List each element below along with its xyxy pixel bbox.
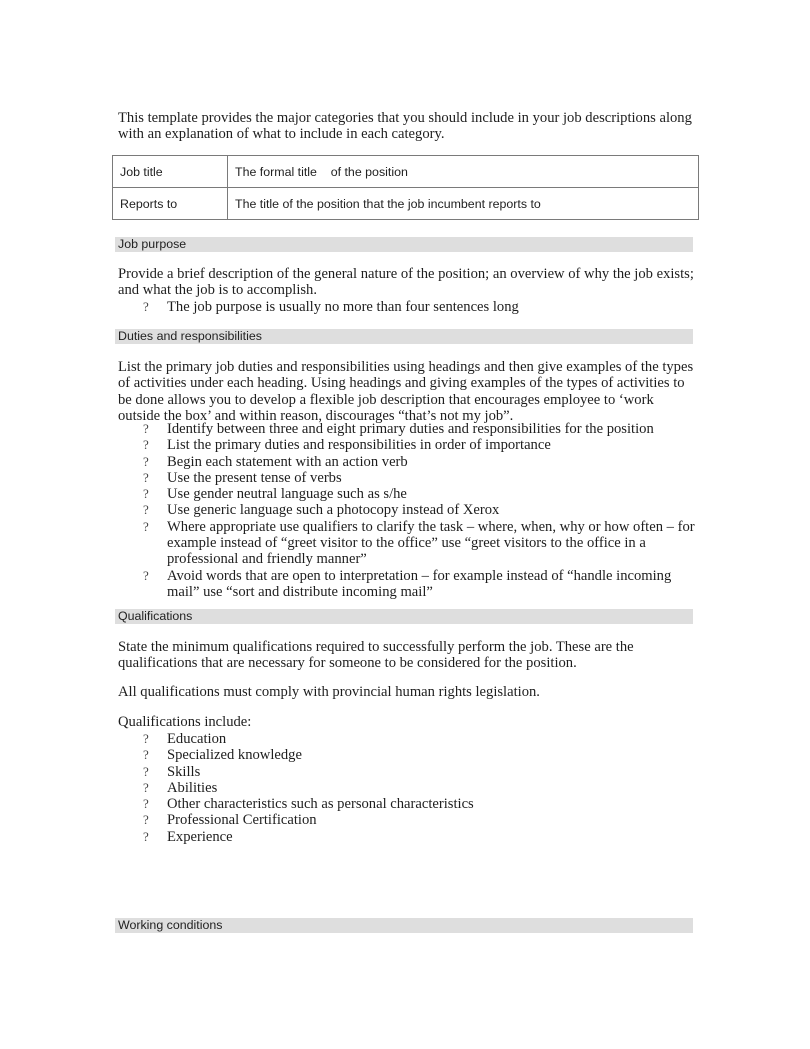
- table-value-reports-to: The title of the position that the job incumbent reports to: [228, 188, 699, 220]
- bullet-marker-icon: ?: [143, 567, 149, 583]
- list-item: ? Experience: [143, 828, 233, 845]
- bullet-marker-icon: ?: [143, 812, 149, 828]
- duties-bullet-list: [118, 421, 698, 600]
- job-info-table: [112, 155, 699, 220]
- list-item: ? Where appropriate use qualifiers to clarify the task – where, when, why or how often – for example instead of “greet visitor to the office” use “greet visitors to the office in a professional and friendly manner”: [143, 518, 695, 568]
- bullet-marker-icon: ?: [143, 486, 149, 502]
- duties-paragraph: List the primary job duties and responsibilities using headings and then give examples of the types of activities under each heading. Using headings and giving examples of the types of activities to be done allows you to develop a flexible job description that encourages employee to ‘work outside the box’ and within reason, discourages “that’s not my job”.: [118, 359, 694, 424]
- list-item: ? Specialized knowledge: [143, 747, 302, 764]
- list-item: ? Skills: [143, 763, 201, 780]
- table-row: [113, 156, 699, 188]
- bullet-marker-icon: ?: [143, 828, 149, 844]
- section-heading-working-conditions: Working conditions: [115, 918, 693, 933]
- list-item: ? Use gender neutral language such as s/he: [143, 486, 407, 503]
- intro-paragraph: This template provides the major categories that you should include in your job descriptions along with an explanation of what to include in each category.: [118, 110, 692, 143]
- table-value-job-title: The formal title of the position: [228, 156, 699, 188]
- section-heading-job-purpose: Job purpose: [115, 237, 693, 252]
- qualifications-paragraph: State the minimum qualifications required to successfully perform the job. These are the qualifications that are necessary for someone to be considered for the position.: [118, 639, 634, 672]
- bullet-marker-icon: ?: [143, 469, 149, 485]
- list-item: ? Abilities: [143, 779, 218, 796]
- bullet-marker-icon: ?: [143, 763, 149, 779]
- table-label-reports-to: Reports to: [113, 188, 228, 220]
- list-item: ? Begin each statement with an action verb: [143, 453, 408, 470]
- list-item: ? Education: [143, 731, 227, 747]
- list-item: ? Identify between three and eight primary duties and responsibilities for the position: [143, 421, 654, 437]
- list-item: ? Professional Certification: [143, 812, 317, 829]
- section-heading-duties: Duties and responsibilities: [115, 329, 693, 344]
- table-label-job-title: Job title: [113, 156, 228, 188]
- qualifications-bullet-list: [118, 731, 698, 845]
- section-heading-qualifications: Qualifications: [115, 609, 693, 624]
- qualifications-legislation-note: All qualifications must comply with provincial human rights legislation.: [118, 684, 540, 700]
- bullet-marker-icon: ?: [143, 731, 149, 746]
- qualifications-list-intro: Qualifications include:: [118, 714, 252, 730]
- bullet-marker-icon: ?: [143, 437, 149, 453]
- bullet-marker-icon: ?: [143, 421, 149, 436]
- list-item: ? The job purpose is usually no more than four sentences long: [143, 299, 519, 315]
- job-purpose-bullet-list: [118, 299, 698, 315]
- bullet-marker-icon: ?: [143, 747, 149, 763]
- bullet-marker-icon: ?: [143, 796, 149, 812]
- list-item: ? Use generic language such a photocopy instead of Xerox: [143, 502, 500, 519]
- table-row: [113, 188, 699, 220]
- job-purpose-paragraph: Provide a brief description of the general nature of the position; an overview of why the job exists; and what the job is to accomplish.: [118, 266, 694, 299]
- bullet-marker-icon: ?: [143, 779, 149, 795]
- bullet-marker-icon: ?: [143, 453, 149, 469]
- list-item: ? Other characteristics such as personal characteristics: [143, 796, 474, 813]
- list-item: ? List the primary duties and responsibilities in order of importance: [143, 437, 551, 454]
- list-item: ? Avoid words that are open to interpretation – for example instead of “handle incoming mail” use “sort and distribute incoming mail”: [143, 567, 672, 600]
- bullet-marker-icon: ?: [143, 502, 149, 518]
- bullet-marker-icon: ?: [143, 518, 149, 534]
- bullet-marker-icon: ?: [143, 299, 149, 314]
- list-item: ? Use the present tense of verbs: [143, 469, 342, 486]
